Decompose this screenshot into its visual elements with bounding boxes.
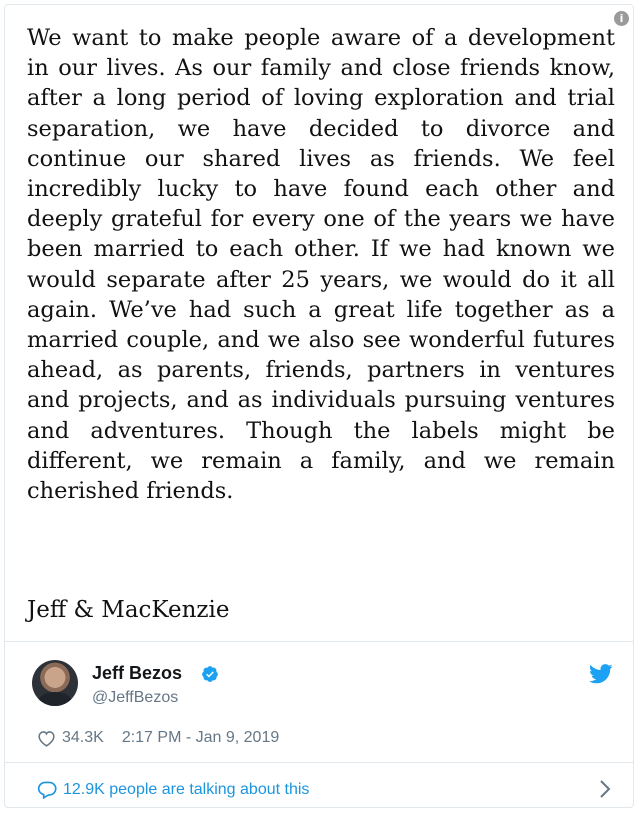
conversation-label: 12.9K people are talking about this [63, 780, 310, 798]
speech-bubble-icon [37, 780, 57, 799]
divider [5, 762, 633, 763]
heart-icon[interactable] [37, 730, 56, 747]
tweet-meta [37, 729, 279, 747]
info-icon[interactable]: i [614, 11, 629, 26]
like-count[interactable]: 34.3K [62, 729, 104, 746]
statement-text: We want to make people aware of a development in our lives. As our family and close friends know, after a long period of loving exploration and trial separation, we have decided to divorce and continue our shared lives as friends. We feel incredibly lucky to have found each other and deeply grateful for every one of the years we have been married to each other. If we had known we would separate after 25 years, we would do it all again. We’ve had such a great life together as a married couple, and we also see wonderful futures ahead, as parents, friends, partners in ventures and projects, and as individuals pursuing ventures and adventures. Though the labels might be different, we remain a family, and we remain cherished friends. [27, 25, 615, 505]
statement-signature: Jeff & MacKenzie [27, 597, 230, 623]
chevron-right-icon[interactable] [599, 779, 611, 799]
avatar[interactable] [32, 660, 78, 706]
twitter-bird-icon[interactable] [589, 664, 613, 684]
embedded-tweet-card [4, 4, 634, 808]
conversation-link[interactable] [37, 780, 309, 799]
divider [5, 641, 633, 642]
author-handle[interactable]: @JeffBezos [92, 689, 179, 706]
verified-badge-icon [201, 665, 219, 683]
statement-image[interactable] [5, 5, 633, 641]
author-name[interactable]: Jeff Bezos [92, 663, 183, 683]
tweet-timestamp[interactable]: 2:17 PM - Jan 9, 2019 [121, 729, 280, 746]
